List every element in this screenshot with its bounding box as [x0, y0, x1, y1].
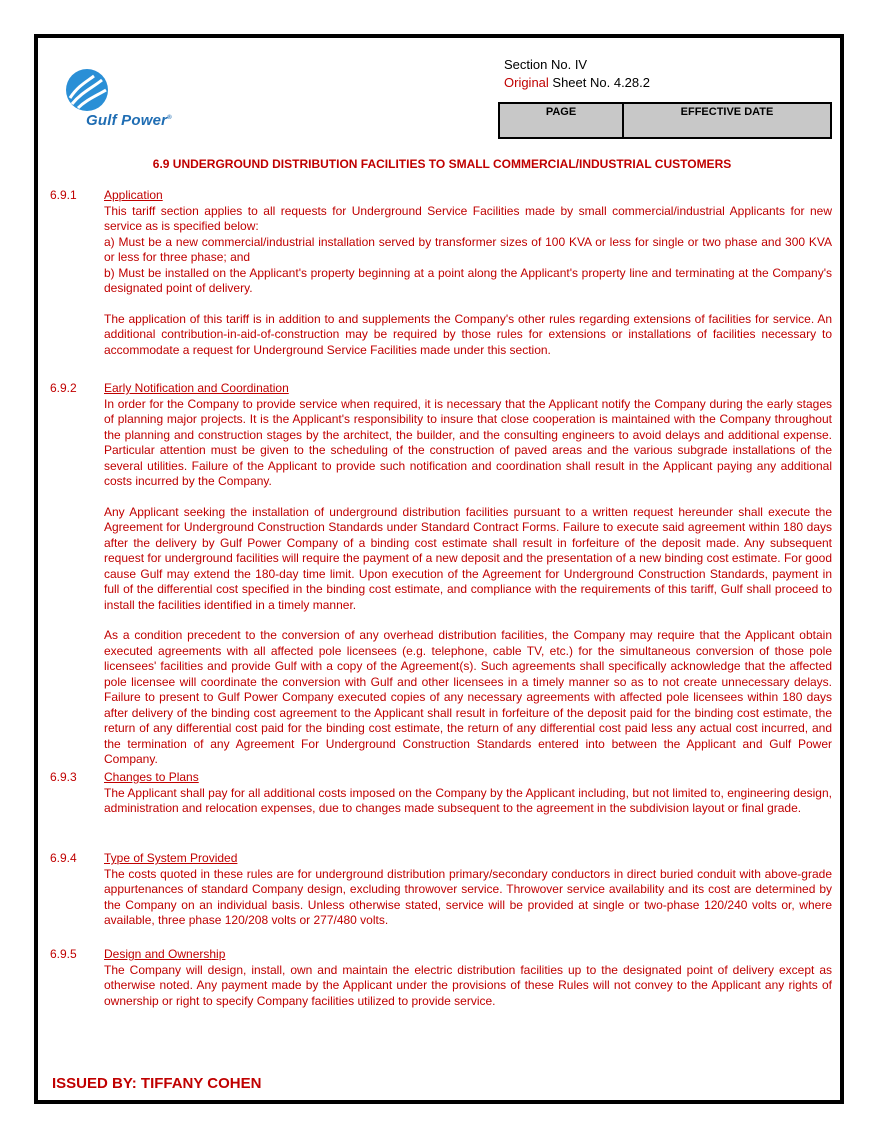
section-number: Section No. IV: [504, 57, 588, 72]
sheet-number: Original Sheet No. 4.28.2: [504, 75, 650, 90]
section-number: 6.9.4: [50, 851, 77, 865]
paragraph: Any Applicant seeking the installation of underground distribution facilities pursuant to a written request hereunder shall execute the Agreement for Underground Construction Standards under Standard Contract Forms. Failure to execute said agreement within 180 days after the delivery by Gulf Power Company of a binding cost estimate shall result in forfeiture of the deposit made. Any subsequent request for underground facilities will require the payment of a new deposit and the presentation of a new binding cost estimate. For good cause Gulf may extend the 180-day time limit. Upon execution of the Agreement for Underground Construction Standards, payment in full of the differential cost specified in the binding cost estimate, and compliance with the requirements of this tariff, Gulf shall proceed to install the facilities identified in a timely manner.: [104, 504, 832, 612]
paragraph: As a condition precedent to the conversion of any overhead distribution facilities, the Company may require that the Applicant obtain executed agreements with all affected pole licensees (e.g. telephone, cable TV, etc.) for the simultaneous conversion of those pole licensees' facilities and provide Gulf with a copy of the Agreement(s). Such agreements shall specifically acknowledge that the affected pole licensee will coordinate the conversion with Gulf and other licensees in a timely manner so as to not create unnecessary delays. Failure to present to Gulf Power Company executed copies of any necessary agreements with affected pole licensees within 180 days after delivery of the binding cost agreement to the Applicant shall result in forfeiture of the deposit paid for the binding cost estimate, the return of any differential cost paid for the binding cost estimate, the return of any differential cost paid less any actual cost incurred, and the termination of any Agreement For Underground Construction Standards entered into between the Applicant and Gulf Power Company.: [104, 628, 832, 766]
issued-by: ISSUED BY: TIFFANY COHEN: [52, 1075, 262, 1092]
effective-date-header-cell: EFFECTIVE DATE: [680, 106, 774, 118]
page-header-cell: PAGE: [500, 104, 624, 137]
paragraph: b) Must be installed on the Applicant's property beginning at a point along the Applicant's property line and terminating at the Company's designated point of delivery.: [104, 265, 832, 295]
section-heading: Changes to Plans: [104, 770, 199, 784]
document-title: 6.9 UNDERGROUND DISTRIBUTION FACILITIES TO SMALL COMMERCIAL/INDUSTRIAL CUSTOMERS: [152, 157, 732, 171]
section-6-9-1: [50, 188, 832, 358]
section-number: 6.9.1: [50, 188, 77, 202]
paragraph: The costs quoted in these rules are for underground distribution primary/secondary conductors in direct buried conduit with above-grade appurtenances of standard Company design, excluding throwover service. Throwover service availability and its cost are determined by the Company on an individual basis. Unless otherwise stated, service will be provided at single or two-phase 120/240 volts or, where available, three phase 120/208 volts or 277/480 volts.: [104, 866, 832, 927]
section-6-9-3: [50, 770, 832, 817]
company-name: Gulf Power®: [86, 112, 172, 129]
section-6-9-2: [50, 381, 832, 768]
section-6-9-5: [50, 947, 832, 1009]
paragraph: In order for the Company to provide service when required, it is necessary that the Applicant notify the Company during the early stages of planning major projects. It is the Applicant's responsibility to insure that close cooperation is maintained with the Company throughout the planning and construction stages by the architect, the builder, and the consulting engineers to avoid delays and additional expense. Particular attention must be given to the scheduling of the construction of paved areas and the various subgrade installations of the several utilities. Failure of the Applicant to provide such notification and coordination shall result in the Applicant paying any additional costs incurred by the Company.: [104, 396, 832, 488]
header-table: [498, 102, 832, 139]
paragraph: The Company will design, install, own and maintain the electric distribution facilities up to the designated point of delivery except as otherwise noted. Any payment made by the Applicant under the provisions of these Rules will not convey to the Applicant any rights of ownership or right to specify Company facilities utilized to provide service.: [104, 962, 832, 1008]
section-heading: Application: [104, 188, 163, 202]
section-number: 6.9.3: [50, 770, 77, 784]
section-heading: Type of System Provided: [104, 851, 238, 865]
section-number: 6.9.2: [50, 381, 77, 395]
paragraph: This tariff section applies to all requests for Underground Service Facilities made by small commercial/industrial Applicants for new service as is specified below:: [104, 203, 832, 233]
paragraph: a) Must be a new commercial/industrial installation served by transformer sizes of 100 KVA or less for single or two phase and 300 KVA or less for three phase; and: [104, 234, 832, 264]
paragraph: The application of this tariff is in addition to and supplements the Company's other rules regarding extensions of facilities for service. An additional contribution-in-aid-of-construction may be required by those rules for extensions or installations of facilities necessary to accommodate a request for Underground Service Facilities made under this section.: [104, 311, 832, 357]
sheet-info: [504, 56, 650, 92]
section-6-9-4: [50, 851, 832, 929]
section-heading: Design and Ownership: [104, 947, 226, 961]
paragraph: The Applicant shall pay for all additional costs imposed on the Company by the Applicant including, but not limited to, engineering design, administration and relocation expenses, due to changes made subsequent to the agreement in the subdivision layout or final grade.: [104, 785, 832, 815]
section-heading: Early Notification and Coordination: [104, 381, 289, 395]
section-number: 6.9.5: [50, 947, 77, 961]
